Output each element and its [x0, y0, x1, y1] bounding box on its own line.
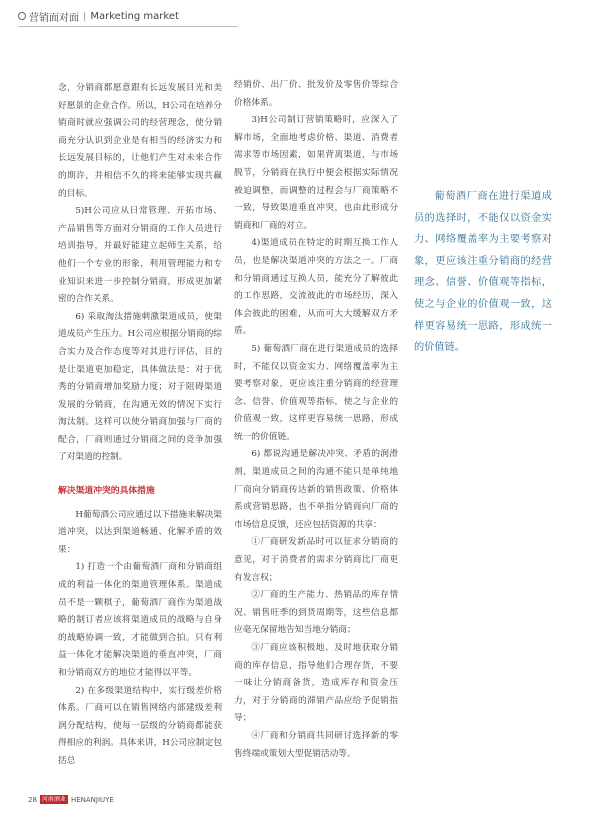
pull-quote [414, 186, 552, 359]
section-title: 解决渠道冲突的具体措施 [58, 486, 155, 497]
column-1 [58, 80, 222, 771]
paragraph: 5) 葡萄酒厂商在进行渠道成员的选择时，不能仅以资金实力、网络覆盖率为主要考察对象，更应该注重分销商的经营理念、信誉、价值观等指标，使之与企业的价值观一致，这样更容易统一思路，形成统一的价值链。 [234, 343, 398, 442]
page-number: 28 [28, 795, 37, 804]
header-rule [18, 26, 238, 27]
section-name-en: Marketing market [90, 10, 179, 22]
paragraph: 经销价、出厂价、批发价及零售价等综合价格体系。 [234, 80, 398, 108]
circle-icon [18, 12, 26, 20]
column-2 [234, 77, 398, 763]
paragraph: 念，分销商都愿意跟有长远发展目光和美好愿景的企业合作。所以，H公司在培养分销商时就应强调公司的经营理念，使分销商充分认识到企业是有相当的经济实力和长远发展目标的，让他们产生对未来合作的期许，并相信不久的将来能够实现共赢的目标。 [58, 83, 222, 199]
paragraph: 1) 打造一个由葡萄酒厂商和分销商组成的利益一体化的渠道管理体系。渠道成员不是一颗棋子，葡萄酒厂商作为渠道战略的制订者应该将渠道成员的战略与自身的战略协调一致，才能做到合拍。只有利益一体化才能解决渠道的垂直冲突，厂商和分销商双方的地位才能得以平等。 [58, 562, 222, 678]
section-name-cn: 营销面对面 [29, 12, 79, 24]
page-header [18, 8, 179, 24]
pull-quote-text: 葡萄酒厂商在进行渠道成员的选择时，不能仅以资金实力、网络覆盖率为主要考察对象，更应该注重分销商的经营理念、信誉、价值观等指标，使之与企业的价值观一致，这样更容易统一思路，形成统一的价值链。 [414, 191, 552, 354]
paragraph: 6) 都说沟通是解决冲突、矛盾的润滑剂，渠道成员之间的沟通不能只是单纯地厂商向分销商传达新的销售政策、价格体系或营销思路，也不单指分销商向厂商的市场信息反馈，还应包括资源的共享： [234, 449, 398, 530]
paragraph: 2) 在多级渠道结构中，实行级差价格体系。厂商可以在销售网络内部建级差利润分配结构，使每一层级的分销商都能获得相应的利润。具体来讲，H公司应制定包括总 [58, 685, 222, 766]
header-separator: | [83, 10, 87, 22]
paragraph: 5)H公司应从日常管理、开拓市场、产品销售等方面对分销商的工作人员进行培训指导，并最好能建立起师生关系，给他们一个专业的形象，利用管理能力和专业知识来进一步控制分销商，形成更加紧密的合作关系。 [58, 206, 222, 305]
page-footer [28, 795, 114, 804]
paragraph: 3)H公司制订营销策略时，应深入了解市场，全面地考虑价格、渠道、消费者需求等市场因素，如果背离渠道，与市场脱节，分销商在执行中便会根据实际情况被迫调整，而调整的过程会与厂商策略不一致，导致渠道垂直冲突，也由此形成分销商和厂商的对立。 [234, 115, 398, 231]
list-item: ①厂商研发新品时可以征求分销商的意见，对于消费者的需求分销商比厂商更有发言权； [234, 537, 398, 583]
magazine-name: HENANJIUYE [70, 795, 114, 804]
list-item: ③厂商应该积极地、及时地获取分销商的库存信息，指导他们合理存货，不要一味让分销商备货，造成库存和资金压力，对于分销商的滞销产品应给予促销指导； [234, 643, 398, 724]
paragraph: 4)渠道成员在特定的时期互换工作人员，也是解决渠道冲突的方法之一。厂商和分销商通过互换人员，能充分了解彼此的工作思路，交流彼此的市场经历，深入体会彼此的困难，从而可大大缓解双方矛盾。 [234, 238, 398, 337]
magazine-badge: 河南酒业 [41, 796, 66, 803]
list-item: ②厂商的生产能力、热销品的库存情况、销售旺季的到货周期等，这些信息都应毫无保留地告知当地分销商； [234, 590, 398, 636]
paragraph: 6) 采取淘汰措施刺激渠道成员，使渠道成员产生压力。H公司应根据分销商的综合实力及合作态度等对其进行评估，目的是让渠道更加稳定，具体做法是：对于优秀的分销商增加奖励力度；对于阻碍渠道发展的分销商，在沟通无效的情况下实行淘汰制。这样可以使分销商加强与厂商的配合，厂商则通过分销商之间的竞争加强了对渠道的控制。 [58, 311, 222, 463]
paragraph: H葡萄酒公司应通过以下措施来解决渠道冲突，以达到渠道畅通、化解矛盾的效果： [58, 509, 222, 555]
list-item: ④厂商和分销商共同研讨选择新的零售终端或策划大型促销活动等。 [234, 730, 398, 759]
